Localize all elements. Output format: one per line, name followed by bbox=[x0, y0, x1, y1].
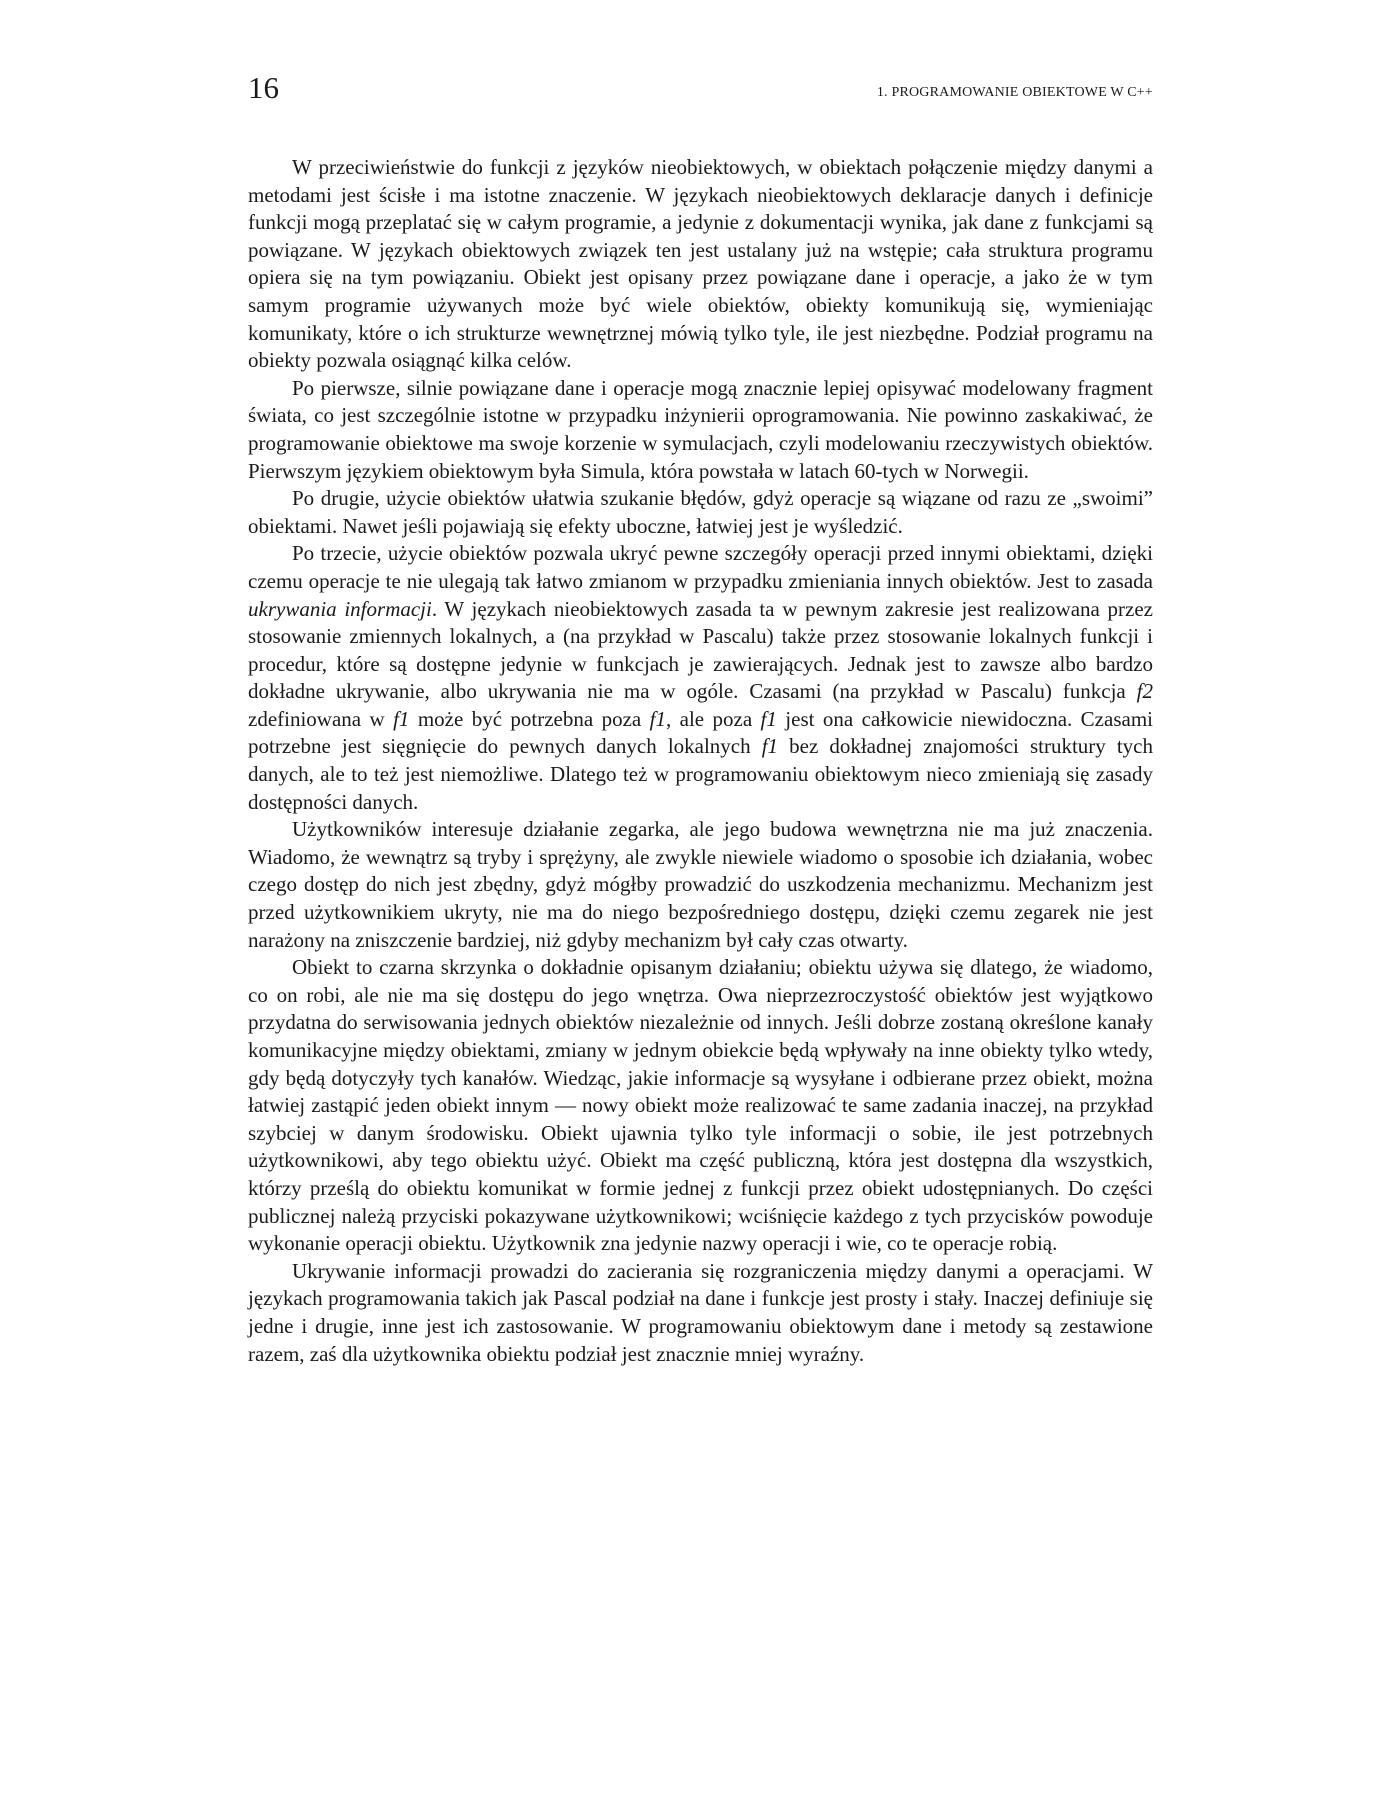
paragraph-text: może być potrzebna poza bbox=[409, 706, 650, 731]
paragraph-2: Po pierwsze, silnie powiązane dane i operacje mogą znacznie lepiej opisywać modelowany fragment świata, co jest szczególnie istotne w przypadku inżynierii oprogramowania. Nie powinno zaskakiwać, że programowanie obiektowe ma swoje korzenie w symulacjach, czyli modelowaniu rzeczywistych obiektów. Pierwszym językiem obiektowym była Simula, która powstała w latach 60-tych w Norwegii. bbox=[248, 375, 1153, 483]
function-name-f1: f1 bbox=[393, 706, 410, 731]
paragraph-text: , ale poza bbox=[665, 706, 761, 731]
function-name-f1: f1 bbox=[649, 706, 666, 731]
function-name-f1: f1 bbox=[761, 734, 779, 759]
paragraph-6: Obiekt to czarna skrzynka o dokładnie opisanym działaniu; obiektu używa się dlatego, że wiadomo, co on robi, ale nie ma się dostępu do jego wnętrza. Owa nieprzezroczystość obiektów jest wyjątkowo przydatna do serwisowania jednych obiektów niezależnie od innych. Jeśli dobrze zostaną określone kanały komunikacyjne między obiektami, zmiany w jednym obiekcie będą wpływały na inne obiekty tylko wtedy, gdy będą dotyczyły tych kanałów. Wiedząc, jakie informacje są wysyłane i odbierane przez obiekt, można łatwiej zastąpić jeden obiekt innym — nowy obiekt może realizować te same zadania inaczej, na przykład szybciej w danym środowisku. Obiekt ujawnia tylko tyle informacji o sobie, ile jest potrzebnych użytkownikowi, aby tego obiektu użyć. Obiekt ma część publiczną, która jest dostępna dla wszystkich, którzy prześlą do obiektu komunikat w formie jednej z funkcji przez obiekt udostępnianych. Do części publicznej należą przyciski pokazywane użytkownikowi; wciśnięcie każdego z tych przycisków powoduje wykonanie operacji obiektu. Użytkownik zna jedynie nazwy operacji i wie, co te operacje robią. bbox=[248, 955, 1153, 1256]
paragraph-7: Ukrywanie informacji prowadzi do zacierania się rozgraniczenia między danymi a operacjami. W językach programowania takich jak Pascal podział na dane i funkcje jest prosty i stały. Inaczej definiuje się jedne i drugie, inne jest ich zastosowanie. W programowaniu obiektowym dane i metody są zestawione razem, zaś dla użytkownika obiektu podział jest znacznie mniej wyraźny. bbox=[248, 1258, 1153, 1366]
paragraph-3: Po drugie, użycie obiektów ułatwia szukanie błędów, gdyż operacje są wiązane od razu ze „swoimi” obiektami. Nawet jeśli pojawiają się efekty uboczne, łatwiej jest je wyśledzić. bbox=[248, 486, 1153, 538]
body-text bbox=[248, 154, 1153, 1368]
paragraph-1: W przeciwieństwie do funkcji z języków nieobiektowych, w obiektach połączenie między danymi a metodami jest ścisłe i ma istotne znaczenie. W językach nieobiektowych deklaracje danych i definicje funkcji mogą przeplatać się w całym programie, a jedynie z dokumentacji wynika, jak dane z funkcjami są powiązane. W językach obiektowych związek ten jest ustalany już na wstępie; cała struktura programu opiera się na tym powiązaniu. Obiekt jest opisany przez powiązane dane i operacje, a jako że w tym samym programie używanych może być wiele obiektów, obiekty komunikują się, wymieniając komunikaty, które o ich strukturze wewnętrznej mówią tylko tyle, ile jest niezbędne. Podział programu na obiekty pozwala osiągnąć kilka celów. bbox=[248, 155, 1153, 373]
paragraph-5: Użytkowników interesuje działanie zegarka, ale jego budowa wewnętrzna nie ma już znaczenia. Wiadomo, że wewnątrz są tryby i sprężyny, ale zwykle niewiele wiadomo o sposobie ich działania, wobec czego dostęp do nich jest zbędny, gdyż mógłby prowadzić do uszkodzenia mechanizmu. Mechanizm jest przed użytkownikiem ukryty, nie ma do niego bezpośredniego dostępu, dzięki czemu zegarek nie jest narażony na zniszczenie bardziej, niż gdyby mechanizm był cały czas otwarty. bbox=[248, 817, 1153, 952]
function-name-f1: f1 bbox=[760, 706, 777, 731]
running-header bbox=[248, 68, 1153, 112]
page-number: 16 bbox=[248, 70, 279, 105]
paragraph-text: . W językach nieobiektowych zasada ta w pewnym zakresie jest realizowana przez stosowanie zmiennych lokalnych, a (na przykład w Pascalu) także przez stosowanie lokalnych funkcji i procedur, które są dostępne jedynie w funkcjach je zawierających. Jednak jest to zawsze albo bardzo dokładne ukrywanie, albo ukrywania nie ma w ogóle. Czasami (na przykład w Pascalu) funkcja bbox=[248, 596, 1153, 704]
paragraph-text: bez dokładnej znajomości struktury tych danych, ale to też jest niemożliwe. Dlatego też w programowaniu obiektowym nieco zmieniają się zasady dostępności danych. bbox=[248, 734, 1153, 814]
paragraph-text: zdefiniowana w bbox=[248, 706, 394, 731]
emphasized-term: ukrywania informacji bbox=[248, 596, 432, 621]
paragraph-4 bbox=[248, 540, 1153, 816]
paragraph-text: Po trzecie, użycie obiektów pozwala ukryć pewne szczegóły operacji przed innymi obiektami, dzięki czemu operacje te nie ulegają tak łatwo zmianom w przypadku zmieniania innych obiektów. Jest to zasada bbox=[248, 541, 1153, 593]
function-name-f2: f2 bbox=[1136, 679, 1153, 704]
chapter-title: 1. PROGRAMOWANIE OBIEKTOWE W C++ bbox=[876, 85, 1153, 100]
paragraph-text: jest ona całkowicie niewidoczna. Czasami potrzebne jest sięgnięcie do pewnych danych lokalnych bbox=[248, 706, 1153, 759]
book-page bbox=[248, 68, 1153, 1368]
